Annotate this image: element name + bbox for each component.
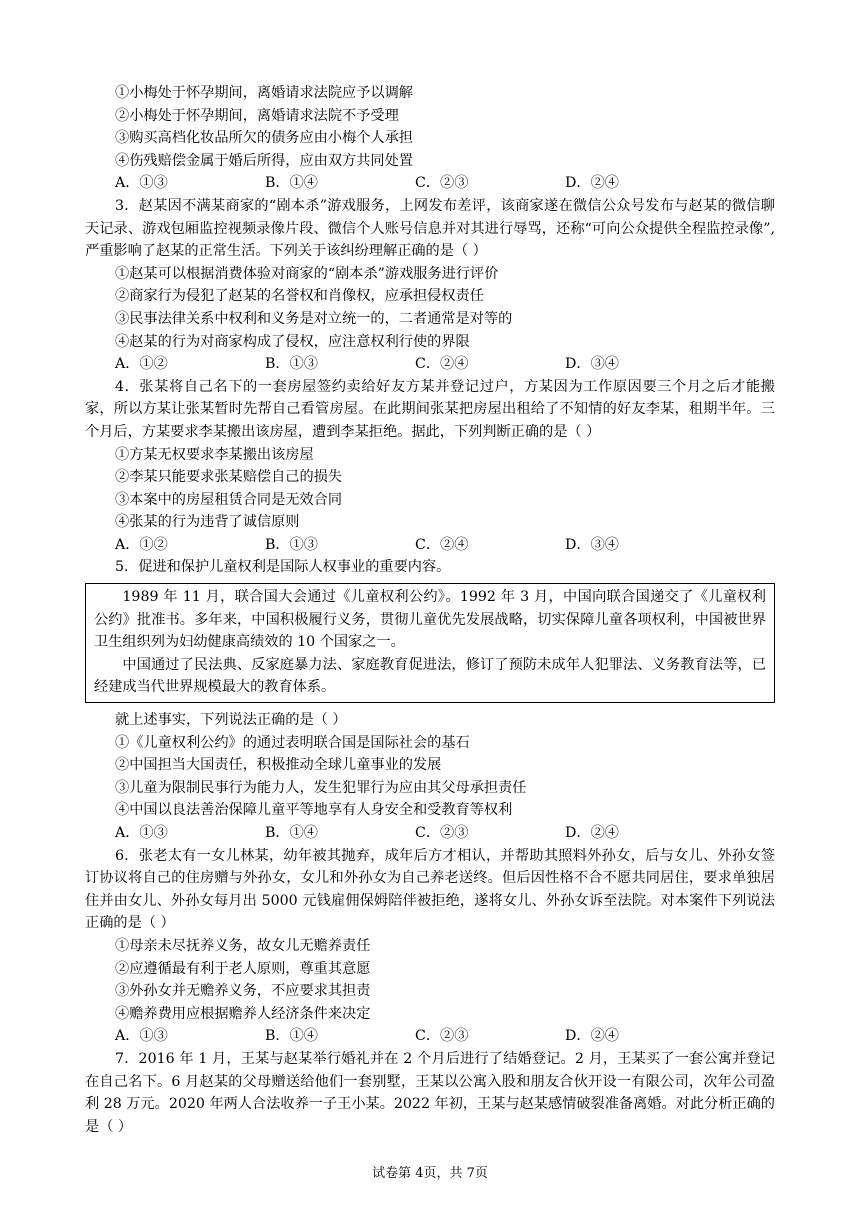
list-item: ④中国以良法善治保障儿童平等地享有人身安全和受教育等权利	[115, 802, 513, 819]
list-item: ③外孙女并无赡养义务，不应要求其担责	[115, 983, 371, 1000]
material-box	[85, 583, 775, 703]
answer-options	[85, 172, 775, 195]
question-stem: 4．张某将自己名下的一套房屋签约卖给好友方某并登记过户，方某因为工作原因要三个月之后才能搬家，所以方某让张某暂时先帮自己看管房屋。在此期间张某把房屋出租给了不知情的好友李某，租期半年。三个月后，方某要求李某搬出该房屋，遭到李某拒绝。据此，下列判断正确的是（ ）	[85, 378, 775, 440]
option-c: C．②④	[415, 536, 469, 553]
answer-options	[85, 1025, 775, 1048]
material-paragraph: 中国通过了民法典、反家庭暴力法、家庭教育促进法，修订了预防未成年人犯罪法、义务教育法等，已经建成当代世界规模最大的教育体系。	[94, 656, 766, 696]
list-item: ④张某的行为违背了诚信原则	[115, 514, 300, 531]
option-b: B．①④	[265, 825, 318, 841]
exam-page-content	[85, 82, 775, 1138]
list-item: ①赵某可以根据消费体验对商家的“剧本杀”游戏服务进行评价	[115, 265, 499, 282]
option-b: B．①③	[265, 356, 318, 373]
option-d: D．②④	[565, 825, 619, 841]
question-4	[85, 376, 775, 557]
list-item: ④赵某的行为对商家构成了侵权，应注意权利行使的界限	[115, 333, 470, 350]
option-c: C．②③	[415, 825, 469, 841]
list-item: ③民事法律关系中权利和义务是对立统一的，二者通常是对等的	[115, 310, 513, 327]
list-item: ②中国担当大国责任，积极推动全球儿童事业的发展	[115, 757, 442, 774]
option-a: A．①③	[115, 825, 168, 841]
option-b: B．①④	[265, 1028, 318, 1045]
option-c: C．②③	[415, 175, 469, 192]
list-item: ①小梅处于怀孕期间，离婚请求法院应予以调解	[115, 85, 413, 101]
list-item: ②应遵循最有利于老人原则，尊重其意愿	[115, 960, 371, 977]
list-item: ④赡养费用应根据赡养人经济条件来决定	[115, 1005, 371, 1022]
option-c: C．②③	[415, 1028, 469, 1045]
option-d: D．②④	[565, 1028, 619, 1045]
material-paragraph: 1989 年 11 月，联合国大会通过《儿童权利公约》。1992 年 3 月，中国向联合国递交了《儿童权利公约》批准书。多年来，中国积极履行义务，贯彻儿童优先发展战略，切实保障儿童各项权利，中国被世界卫生组织列为妇幼健康高绩效的 10 个国家之一。	[94, 589, 766, 651]
list-item: ①《儿童权利公约》的通过表明联合国是国际社会的基石	[115, 734, 470, 751]
answer-options	[85, 822, 775, 845]
option-b: B．①④	[265, 175, 318, 192]
question-stem: 5．促进和保护儿童权利是国际人权事业的重要内容。	[115, 559, 451, 576]
list-item: ①母亲未尽抚养义务，故女儿无赡养责任	[115, 937, 371, 954]
option-d: D．③④	[565, 356, 619, 373]
list-item: ③购买高档化妆品所欠的债务应由小梅个人承担	[115, 130, 413, 147]
option-a: A．①②	[115, 356, 168, 373]
question-stem: 3．赵某因不满某商家的“剧本杀”游戏服务，上网发布差评，该商家遂在微信公众号发布与赵某的微信聊天记录、游戏包厢监控视频录像片段、微信个人账号信息并对其进行辱骂，还称“可向公众提供全程监控录像”,严重影响了赵某的正常生活。下列关于该纠纷理解正确的是（ ）	[85, 197, 775, 260]
question-7	[85, 1048, 775, 1138]
question-5	[85, 556, 775, 844]
question-6	[85, 845, 775, 1048]
page-footer: 试卷第 4页，共 7页	[372, 1166, 488, 1181]
question-3	[85, 195, 775, 376]
option-a: A．①③	[115, 175, 168, 192]
answer-options	[85, 534, 775, 557]
option-a: A．①②	[115, 536, 168, 553]
list-item: ③儿童为限制民事行为能力人，发生犯罪行为应由其父母承担责任	[115, 779, 527, 796]
question-stem: 7．2016 年 1 月，王某与赵某举行婚礼并在 2 个月后进行了结婚登记。2 月，王某买了一套公寓并登记在自己名下。6 月赵某的父母赠送给他们一套别墅，王某以公寓入股和朋友合伙开设一有限公司，次年公司盈利 28 万元。2020 年两人合法收养一子王小某。2022 年初，王某与赵某感情破裂准备离婚。对此分析正确的是（ ）	[85, 1050, 775, 1135]
list-item: ①方某无权要求李某搬出该房屋	[115, 446, 314, 463]
answer-options	[85, 353, 775, 376]
option-d: D．②④	[565, 175, 619, 192]
option-c: C．②④	[415, 356, 469, 373]
list-item: ④伤残赔偿金属于婚后所得，应由双方共同处置	[115, 152, 413, 169]
option-a: A．①③	[115, 1028, 168, 1045]
option-b: B．①③	[265, 536, 318, 553]
question-2-tail	[85, 82, 775, 195]
list-item: ②商家行为侵犯了赵某的名誉权和肖像权，应承担侵权责任	[115, 288, 484, 305]
option-d: D．③④	[565, 536, 619, 553]
list-item: ②李某只能要求张某赔偿自己的损失	[115, 469, 343, 486]
list-item: ②小梅处于怀孕期间，离婚请求法院不予受理	[115, 107, 399, 124]
question-prompt: 就上述事实，下列说法正确的是（ ）	[115, 712, 347, 729]
list-item: ③本案中的房屋租赁合同是无效合同	[115, 491, 343, 508]
question-stem: 6．张老太有一女儿林某，幼年被其抛弃，成年后方才相认，并帮助其照料外孙女，后与女儿、外孙女签订协议将自己的住房赠与外孙女，女儿和外孙女为自己养老送终。但后因性格不合不愿共同居住，要求单独居住并由女儿、外孙女每月出 5000 元钱雇佣保姆陪伴被拒绝，遂将女儿、外孙女诉至法院。对本案件下列说法正确的是（ ）	[85, 847, 775, 932]
